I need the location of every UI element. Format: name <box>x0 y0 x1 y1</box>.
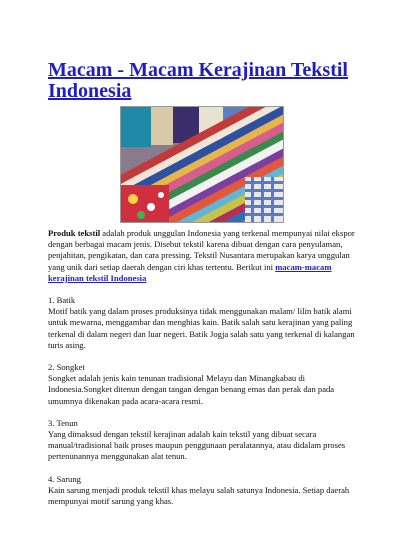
section-batik <box>48 295 368 351</box>
section-heading: 4. Sarung <box>48 473 81 484</box>
intro-paragraph <box>48 228 368 284</box>
section-heading: 3. Tenun <box>48 417 78 428</box>
section-text: Songket adalah jenis kain tenunan tradisional Melayu dan Minangkabau di Indonesia.Songket ditenun dengan tangan dengan benang emas dan perak dan pada umumnya dikenakan pada acara-acara resmi. <box>48 373 335 406</box>
fabric-rolls-photo <box>120 106 284 223</box>
intro-text: adalah produk unggulan Indonesia yang terkenal mempunyai nilai ekspor dengan berbagai macam jenis. Disebut tekstil karena dibuat dengan cara penyulaman, penjahitan, pengikatan, dan cara pressing. Tekstil Nusantara merupakan karya unggulan yang unik dari setiap daerah dengan ciri khas tertentu. Berikut ini <box>48 228 355 272</box>
section-tenun <box>48 418 368 463</box>
intro-lead: Produk tekstil <box>48 228 101 238</box>
section-text: Yang dimaksud dengan tekstil kerajinan adalah kain tekstil yang dibuat secara manual/tradisional baik proses maupun penggunaan peralatannya, atau didalam proses pertenunannya menggunakan alat tenun. <box>48 429 346 462</box>
section-text: Motif batik yang dalam proses produksinya tidak menggunakan malam/ lilin batik alami untuk mewarna, menggambar dan menghias kain. Batik salah satu kerajinan yang paling terkenal di dalam negeri dan luar negeri. Batik Jogja salah satu yang terkenal di kalangan turis asing. <box>48 306 355 350</box>
section-heading: 1. Batik <box>48 295 76 306</box>
section-heading: 2. Songket <box>48 362 85 373</box>
article-body <box>48 228 368 518</box>
section-songket <box>48 362 368 407</box>
page-title[interactable]: Macam - Macam Kerajinan Tekstil Indonesia <box>48 59 348 102</box>
intro-link[interactable]: macam-macam kerajinan tekstil Indonesia <box>48 261 332 283</box>
section-sarung <box>48 474 368 508</box>
section-text: Kain sarung menjadi produk tekstil khas melayu salah satunya Indonesia. Setiap daerah mempunyai motif sarung yang khas. <box>48 484 350 507</box>
